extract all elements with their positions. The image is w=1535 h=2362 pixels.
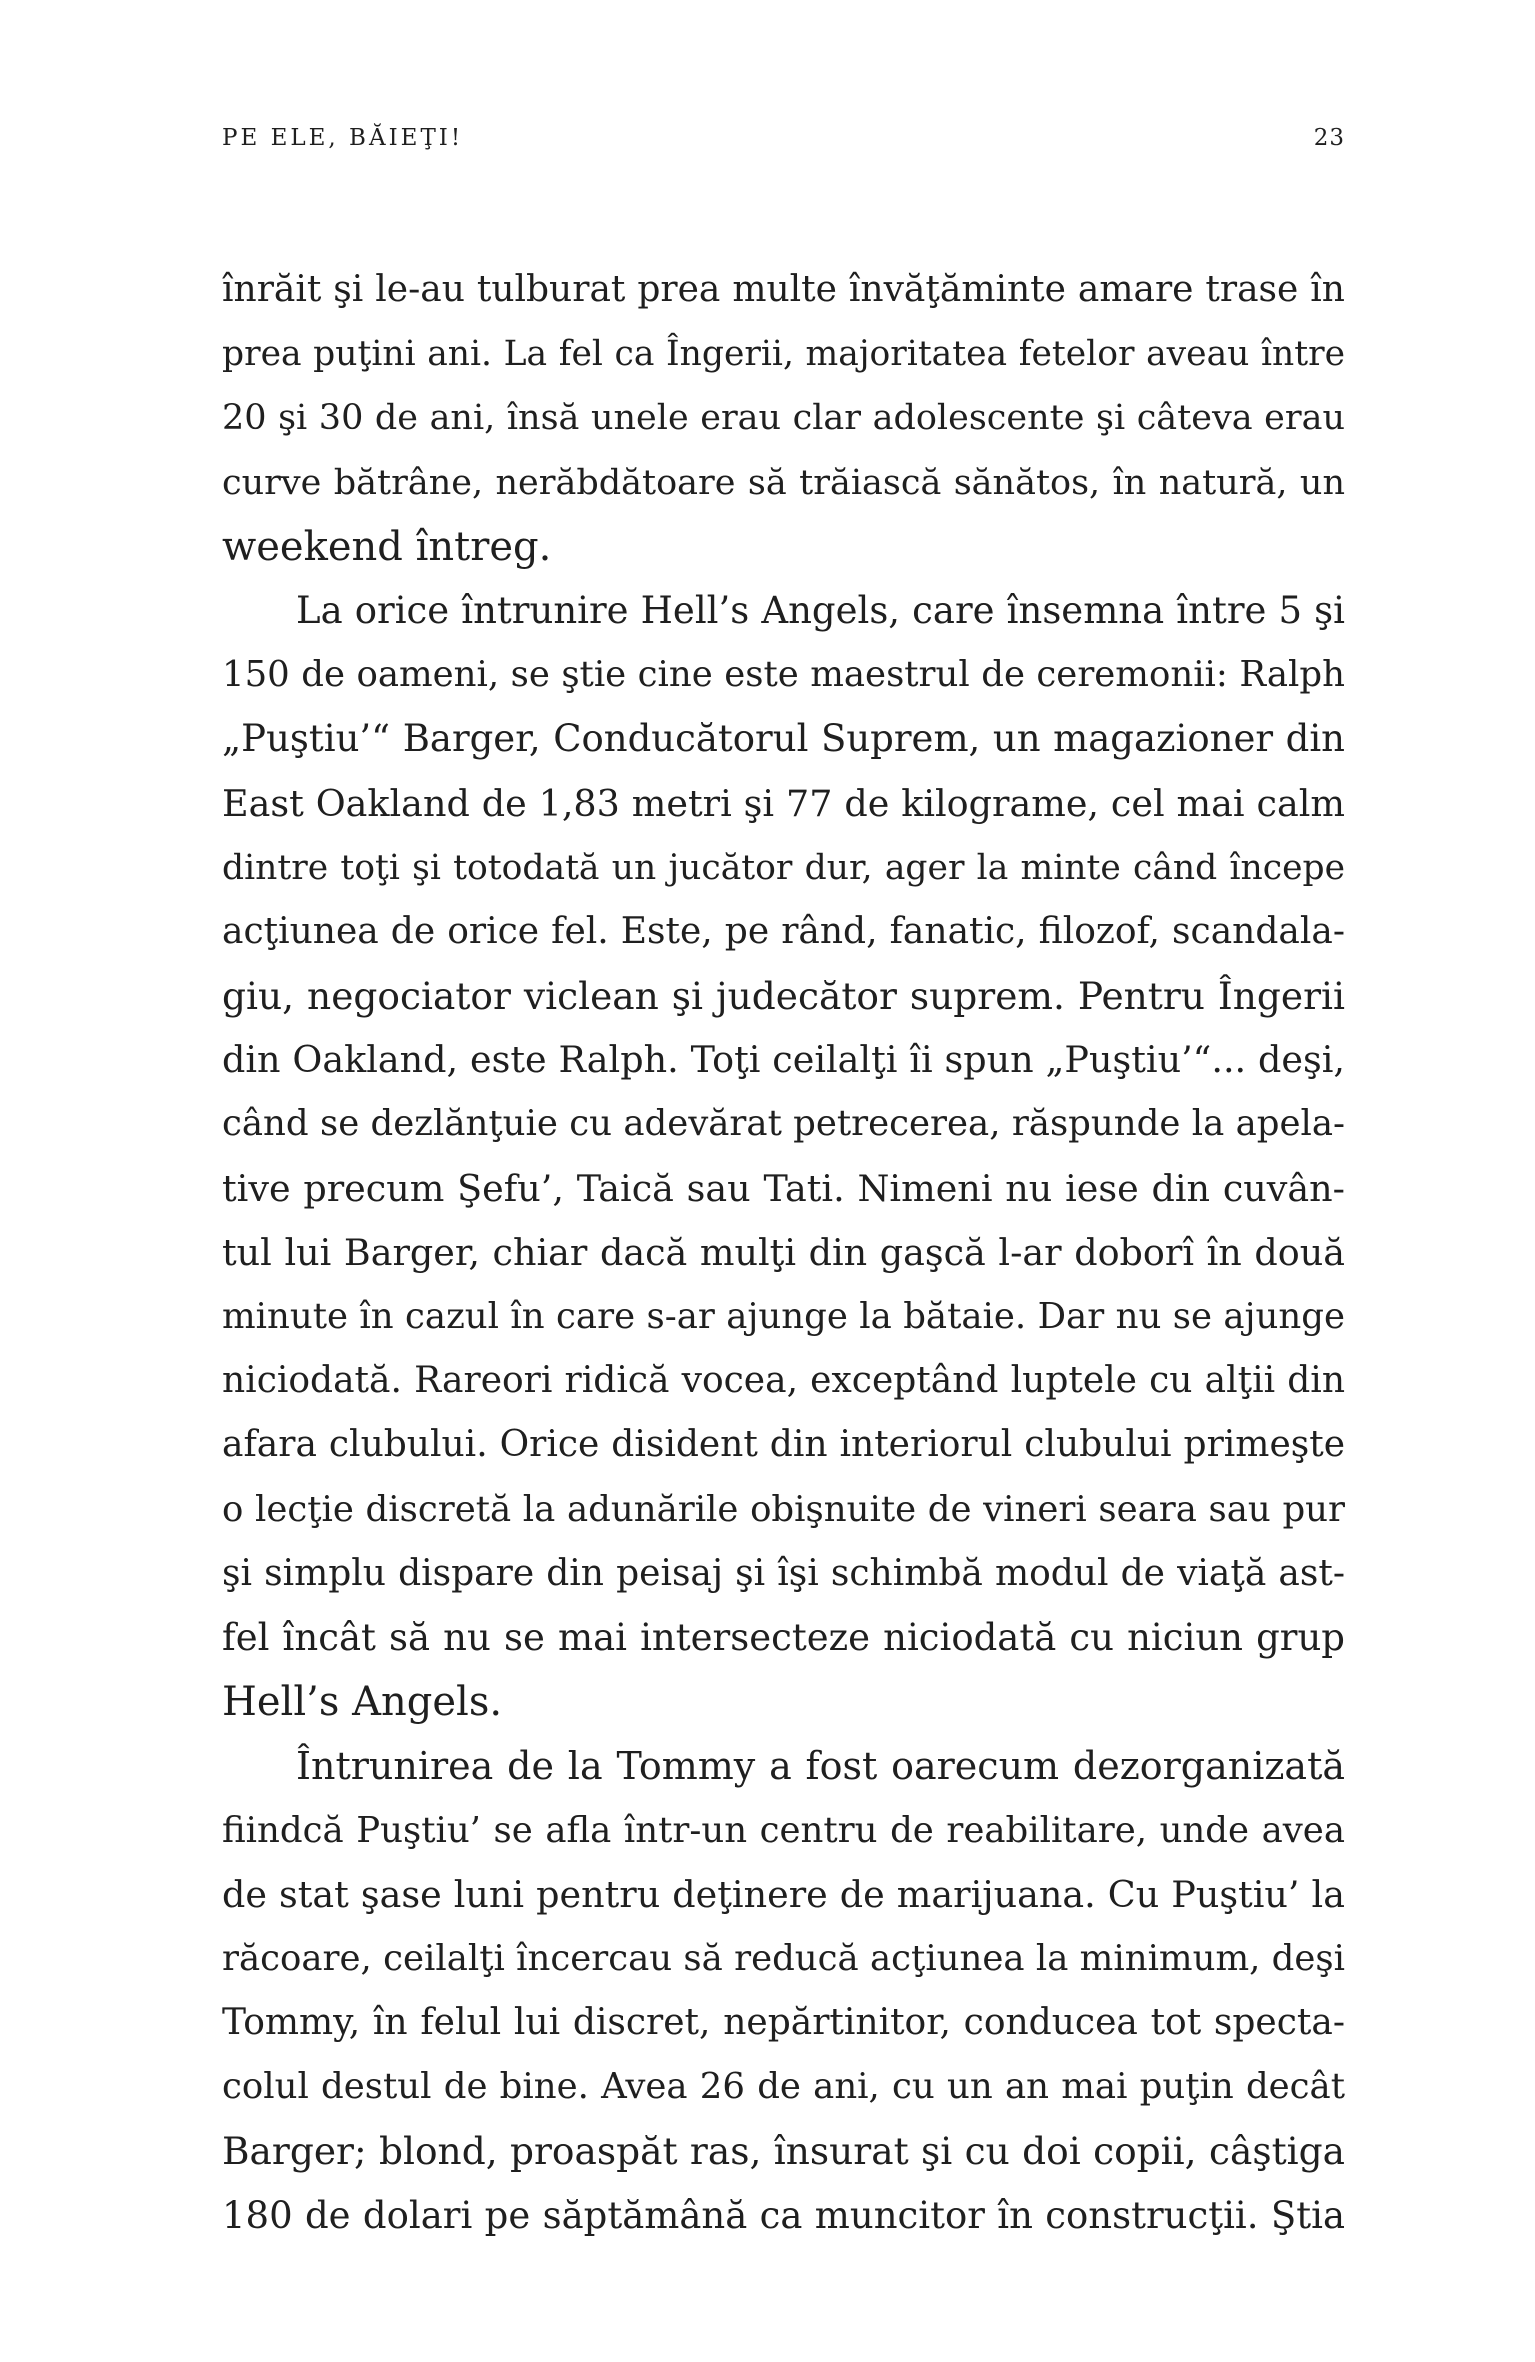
text-line: giu, negociator viclean şi judecător suprem. Pentru Îngerii — [222, 974, 1345, 1019]
text-line: 180 de dolari pe săptămână ca muncitor în construcţii. Ştia — [222, 2193, 1345, 2237]
text-line: 150 de oameni, se ştie cine este maestrul de ceremonii: Ralph — [222, 654, 1345, 696]
text-line: minute în cazul în care s-ar ajunge la bătaie. Dar nu se ajunge — [222, 1296, 1345, 1337]
text-line: colul destul de bine. Avea 26 de ani, cu un an mai puţin decât — [222, 2066, 1345, 2108]
text-line: afara clubului. Orice disident din interiorul clubului primeşte — [222, 1424, 1345, 1466]
text-line: acţiunea de orice fel. Este, pe rând, fanatic, filozof, scandala- — [222, 910, 1345, 952]
text-line: curve bătrâne, nerăbdătoare să trăiască sănătos, în natură, un — [222, 462, 1345, 503]
text-line: şi simplu dispare din peisaj şi îşi schimbă modul de viaţă ast- — [222, 1552, 1345, 1594]
text-line: Tommy, în felul lui discret, nepărtinitor, conducea tot specta- — [222, 2002, 1345, 2044]
paragraph — [222, 258, 1345, 579]
text-line: răcoare, ceilalţi încercau să reducă acţiunea la minimum, deşi — [222, 1937, 1345, 1979]
text-line: East Oakland de 1,83 metri şi 77 de kilograme, cel mai calm — [222, 781, 1345, 825]
text-line: Barger; blond, proaspăt ras, însurat şi cu doi copii, câştiga — [222, 2129, 1345, 2174]
running-head — [222, 118, 1345, 158]
running-title: PE ELE, BĂIEŢI! — [222, 125, 464, 151]
text-line: Hell’s Angels. — [222, 1679, 503, 1726]
paragraph — [222, 1734, 1345, 2248]
text-line: weekend întreg. — [222, 523, 552, 570]
text-line: din Oakland, este Ralph. Toţi ceilalţi îi spun „Puştiu’“... deşi, — [222, 1038, 1345, 1082]
page-number: 23 — [1313, 125, 1345, 151]
text-line: o lecţie discretă la adunările obişnuite de vineri seara sau pur — [222, 1488, 1345, 1530]
text-line: înrăit şi le-au tulburat prea multe învăţăminte amare trase în — [222, 269, 1345, 310]
text-line: tive precum Şefu’, Taică sau Tati. Nimeni nu iese din cuvân- — [222, 1166, 1345, 1210]
body-text — [222, 258, 1345, 2248]
text-line: niciodată. Rareori ridică vocea, exceptând luptele cu alţii din — [222, 1360, 1345, 1402]
text-line: prea puţini ani. La fel ca Îngerii, majoritatea fetelor aveau între — [222, 334, 1345, 375]
text-line: când se dezlănţuie cu adevărat petrecerea, răspunde la apela- — [222, 1103, 1345, 1145]
text-line: Întrunirea de la Tommy a fost oarecum dezorganizată — [296, 1744, 1345, 1789]
text-line: tul lui Barger, chiar dacă mulţi din gaşcă l-ar doborî în două — [222, 1230, 1345, 1274]
paragraph — [222, 579, 1345, 1734]
text-line: La orice întrunire Hell’s Angels, care însemna între 5 şi — [296, 588, 1345, 632]
text-line: dintre toţi şi totodată un jucător dur, ager la minte când începe — [222, 847, 1345, 888]
text-line: 20 şi 30 de ani, însă unele erau clar adolescente şi câteva erau — [222, 398, 1345, 439]
text-line: fiindcă Puştiu’ se afla într-un centru de reabilitare, unde avea — [222, 1809, 1345, 1851]
text-line: fel încât să nu se mai intersecteze niciodată cu niciun grup — [222, 1615, 1345, 1659]
text-line: „Puştiu’“ Barger, Conducătorul Suprem, un magazioner din — [222, 717, 1345, 761]
text-line: de stat şase luni pentru deţinere de marijuana. Cu Puştiu’ la — [222, 1872, 1345, 1916]
